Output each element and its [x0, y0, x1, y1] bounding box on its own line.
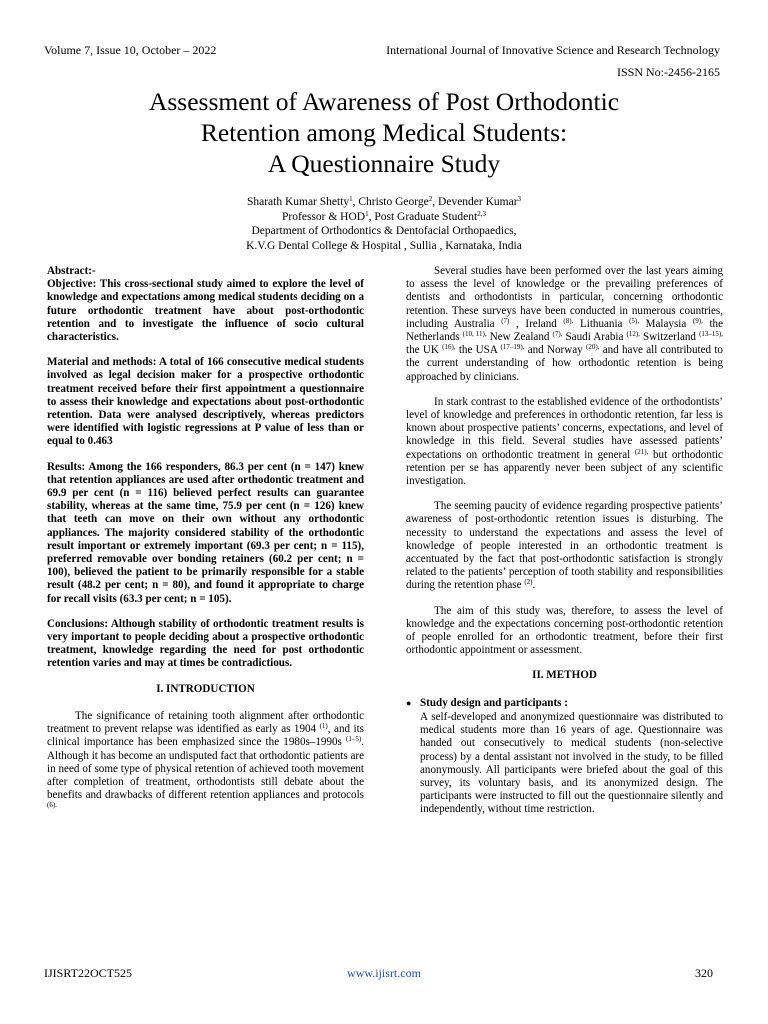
author-name: Sharath Kumar Shetty: [246, 196, 350, 208]
journal-url[interactable]: www.ijisrt.com: [347, 966, 421, 980]
citation: (20),: [586, 343, 600, 352]
department: Department of Orthodontics & Dentofacial Orthopaedics,: [251, 225, 517, 237]
text-run: New Zealand: [486, 331, 553, 344]
text-run: the Netherlands: [406, 317, 724, 344]
text-run: and Norway: [524, 344, 586, 357]
section-heading-introduction: I. INTRODUCTION: [156, 682, 255, 695]
text-run: The significance of retaining tooth alignment after orthodontic treatment to prevent relapse was identified as early as 1904: [47, 709, 364, 736]
author-role: , Post Graduate Student: [368, 210, 478, 223]
title-line: Assessment of Awareness of Post Orthodontic: [148, 87, 620, 116]
text-run: Saudi Arabia: [562, 331, 627, 344]
citation: (17–19),: [500, 343, 525, 352]
body-paragraph: [406, 500, 723, 592]
citation: (10, 11),: [462, 330, 487, 339]
paper-title: [0, 86, 768, 179]
citation: (6).: [47, 801, 57, 810]
abstract-objective: Objective: This cross-sectional study aimed to explore the level of knowledge and expectations among medical students deciding on a future orthodontic treatment have about post-orthodontic retention and to investigate the influence of socio cultural characteristics.: [47, 278, 364, 344]
citation: (8),: [563, 316, 574, 325]
author-role: Professor & HOD: [282, 210, 366, 223]
text-run: . Although it has become an undisputed fact that orthodontic patients are in need of some type of physical retention of achieved tooth movement after completion of treatment, orthodontists still debate about the benefits and drawbacks of different retention appliances and protocols: [47, 736, 364, 802]
text-run: the USA: [455, 344, 501, 357]
abstract-heading: Abstract:-: [47, 265, 96, 277]
citation: (2): [524, 578, 533, 587]
page-number: 320: [695, 966, 713, 980]
citation: (5),: [629, 316, 640, 325]
volume-issue: Volume 7, Issue 10, October – 2022: [44, 43, 217, 57]
body-paragraph: [406, 396, 723, 488]
text-run: The seeming paucity of evidence regarding prospective patients’ awareness of post-orthodontic retention issues is disturbing. The necessity to understand the expectations and assess the level of knowledge of people interested in an orthodontic treatment is accentuated by the fact that post-orthodontic satisfaction is strongly related to the patients’ perception of tooth stability and responsibilities during the retention phase: [406, 500, 723, 592]
citation: (7),: [552, 330, 563, 339]
text-run: , and its clinical importance has been emphasized since the 1980s–1990s: [47, 723, 364, 749]
text-run: In stark contrast to the established evidence of the orthodontists’ level of knowledge and preferences in orthodontic retention, far less is known about prospective patients’ concerns, expectations, and level of knowledge in this field. Several studies have assessed patients’ expectations on orthodontic treatment in general: [406, 395, 723, 461]
citation: (21),: [634, 447, 649, 456]
body-paragraph: [406, 265, 723, 384]
author-name: , Christo George: [352, 196, 429, 208]
text-run: but orthodontic retention per se has apparently never been subject of any scientific investigation.: [406, 448, 723, 488]
text-run: , Ireland: [509, 317, 564, 330]
body-paragraph: The aim of this study was, therefore, to assess the level of knowledge and the expectations concerning post-orthodontic retention of people enrolled for an orthodontic treatment, before their first orthodontic appointment or assessment.: [406, 604, 723, 657]
title-line: A Questionnaire Study: [267, 149, 501, 178]
affiliation-mark: 2: [428, 195, 433, 203]
method-paragraph: A self-developed and anonymized questionnaire was distributed to medical students more than 16 years of age. Questionnaire was handed out consecutively to medical students (non-selective process) by a dental assistant not involved in the study, to be filled anonymously. All participants were briefed about the goal of this survey, its voluntary basis, and its anonymized design. The participants were instructed to fill out the questionnaire silently and independently, without time restriction.: [420, 710, 723, 816]
citation: (1): [319, 722, 328, 731]
text-run: the UK: [406, 344, 443, 357]
author-name: , Devender Kumar: [432, 196, 518, 208]
text-run: Switzerland: [639, 331, 700, 344]
article-code: IJISRT22OCT525: [44, 966, 132, 980]
affiliation-mark: 1: [365, 209, 369, 218]
text-run: Malaysia: [639, 317, 693, 330]
left-column: [47, 265, 364, 828]
subsection-bullet: ● Study design and participants :: [406, 697, 723, 710]
title-line: Retention among Medical Students:: [200, 118, 568, 147]
text-run: Lithuania: [573, 317, 630, 330]
citation: (16),: [442, 343, 456, 352]
citation: (9),: [692, 316, 703, 325]
author-roles: [0, 210, 768, 225]
institution: K.V.G Dental College & Hospital , Sullia , Karnataka, India: [246, 239, 522, 252]
intro-paragraph: [47, 710, 364, 816]
abstract-results: Results: Among the 166 responders, 86.3 per cent (n = 147) knew that retention appliances are used after orthodontic treatment and 69.9 per cent (n = 116) believed perfect results can guarantee stability, whereas at the same time, 75.9 per cent (n = 126) knew that teeth can move on their own without any orthodontic appliances. The majority considered stability of the orthodontic result important or extremely important (69.3 per cent; n = 115), preferred removable over bonding retainers (60.2 per cent; n = 100), believed the patient to be primarily responsible for a stable result (48.2 per cent; n = 80), and found it appropriate to charge for recall visits (63.3 per cent; n = 105).: [47, 460, 364, 605]
author-names: [0, 195, 768, 210]
abstract-methods: Material and methods: A total of 166 consecutive medical students involved as legal decision maker for a prospective orthodontic treatment received before their first appointment a questionnaire to assess their knowledge and expectations about post-orthodontic retention. Data were analysed descriptively, whereas predictors were identified with logistic regressions at P value of less than or equal to 0.463: [47, 356, 364, 448]
text-run: Several studies have been performed over the last years aiming to assess the level of knowledge or the prevailing preferences of dentists and orthodontists in particular, concerning orthodontic retention. These surveys have been conducted in numerous countries, including Australia: [406, 265, 723, 330]
affiliation-mark: 1: [349, 195, 353, 203]
citation: (7): [501, 316, 510, 325]
citation: (13–15),: [699, 330, 723, 339]
section-heading-method: II. METHOD: [532, 669, 597, 682]
text-run: and have all contributed to the current understanding of how orthodontic retention is being approached by clinicians.: [406, 344, 723, 383]
citation: (12),: [626, 330, 640, 339]
author-block: [0, 195, 768, 253]
citation: (1–5): [346, 735, 362, 744]
affiliation-mark: 2,3: [477, 209, 486, 218]
abstract-conclusions: Conclusions: Although stability of orthodontic treatment results is very important to people deciding about a prospective orthodontic treatment, knowledge regarding the need for post orthodontic retention varies and may at times be contradictious.: [47, 617, 364, 670]
affiliation-mark: 3: [517, 195, 522, 203]
text-run: .: [532, 579, 536, 592]
right-column: [406, 265, 723, 829]
issn: ISSN No:-2456-2165: [616, 65, 720, 79]
journal-name: International Journal of Innovative Science and Research Technology: [386, 43, 720, 57]
